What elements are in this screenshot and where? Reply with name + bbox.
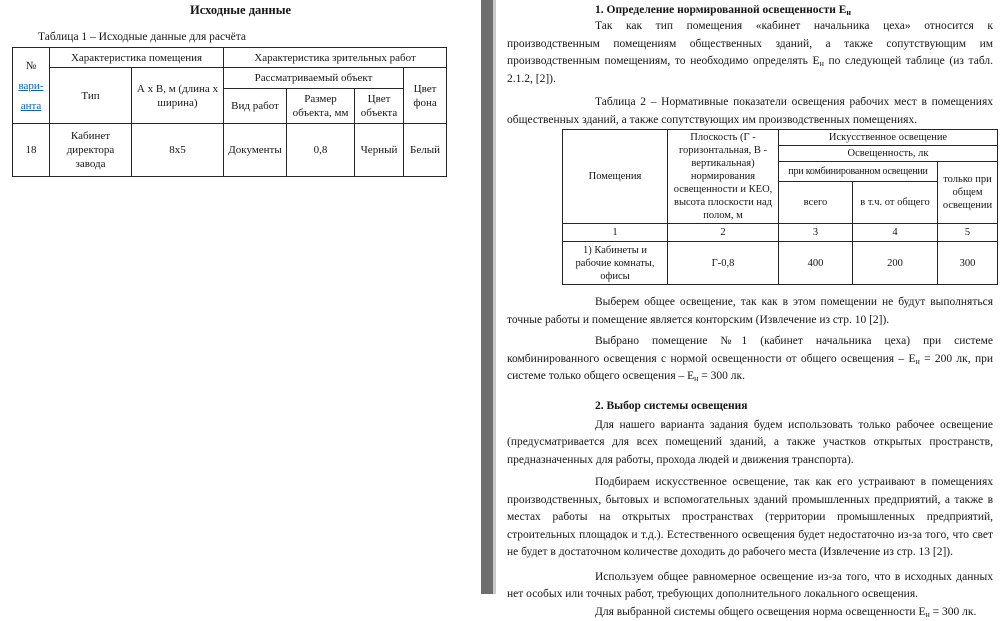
t2-general-only-header: только при общем освещении bbox=[938, 162, 998, 224]
t2-colnum-5: 5 bbox=[938, 224, 998, 242]
t2-total-header: всего bbox=[779, 182, 853, 224]
t2-colnum-4: 4 bbox=[853, 224, 938, 242]
table2-data-row bbox=[563, 242, 998, 285]
t2-plane-header: Плоскость (Г - горизонтальная, В - вертикальная) нормирования освещенности и КЕО, высота плоскости над полом, м bbox=[668, 130, 779, 224]
variant-link-line2[interactable]: анта bbox=[21, 100, 42, 112]
variant-number-symbol: № bbox=[26, 60, 37, 72]
table2 bbox=[562, 129, 998, 285]
right-page bbox=[496, 0, 1000, 594]
text-segment: = 200 лк, при системе только общего освещения – Е bbox=[507, 353, 993, 383]
text-segment: по следующей таблице (из табл. 2.1.2, [2]). bbox=[507, 55, 993, 85]
t1-cell-obj-color: Черный bbox=[355, 124, 404, 177]
section2-heading: 2. Выбор системы освещения bbox=[507, 398, 993, 414]
t2-from-general-header: в т.ч. от общего bbox=[853, 182, 938, 224]
table1 bbox=[12, 47, 447, 177]
t1-bg-color-header: Цвет фона bbox=[404, 68, 447, 124]
t1-obj-color-header: Цвет объекта bbox=[355, 89, 404, 124]
paragraph-working-light: Для нашего варианта задания будем использовать только рабочее освещение (предусматривается для всех помещений зданий, а также участков открытых пространств, предназначенных для работы, прохода людей и движения транспорта). bbox=[507, 417, 993, 470]
t1-object-group-header: Рассматриваемый объект bbox=[224, 68, 404, 89]
t2-illuminance-group-header: Освещенность, лк bbox=[779, 146, 998, 162]
text-segment: 1. Определение нормированной освещенности Е bbox=[595, 4, 846, 16]
t2-combined-group-header: при комбинированном освещении bbox=[779, 162, 938, 182]
t2-colnum-1: 1 bbox=[563, 224, 668, 242]
t2-colnum-2: 2 bbox=[668, 224, 779, 242]
subscript-n: н bbox=[915, 357, 919, 366]
table2-caption: Таблица 2 – Нормативные показатели освещения рабочих мест в помещениях общественных зданий, а также сопутствующих им производственных помещениях. bbox=[507, 94, 993, 129]
text-segment: Для выбранной системы общего освещения норма освещенности Е bbox=[595, 606, 925, 618]
table2-number-row bbox=[563, 224, 998, 242]
t2-cell-plane: Г-0,8 bbox=[668, 242, 779, 285]
t2-colnum-3: 3 bbox=[779, 224, 853, 242]
text-segment: Так как тип помещения «кабинет начальника цеха» относится к производственным помещениям общественных зданий, а также сопутствующим им производственным помещениям, то необходимо определять Е bbox=[507, 20, 993, 67]
paragraph-final-norm bbox=[507, 604, 993, 621]
t1-cell-dimensions: 8х5 bbox=[132, 124, 224, 177]
t1-visual-group-header: Характеристика зрительных работ bbox=[224, 48, 447, 68]
paragraph-chosen-room bbox=[507, 333, 993, 386]
t1-work-kind-header: Вид работ bbox=[224, 89, 287, 124]
t2-cell-rooms: 1) Кабинеты и рабочие комнаты, офисы bbox=[563, 242, 668, 285]
t1-cell-bg-color: Белый bbox=[404, 124, 447, 177]
t1-room-group-header: Характеристика помещения bbox=[50, 48, 224, 68]
t2-rooms-header: Помещения bbox=[563, 130, 668, 224]
text-segment: = 300 лк. bbox=[698, 370, 745, 382]
t2-cell-from-general: 200 bbox=[853, 242, 938, 285]
t1-cell-variant: 18 bbox=[13, 124, 50, 177]
t1-dimensions-header: А х В, м (длина х ширина) bbox=[132, 68, 224, 124]
variant-link-line1[interactable]: вари- bbox=[19, 80, 44, 92]
text-segment: Выбрано помещение №1 (кабинет начальника цеха) при системе комбинированного освещения с нормой освещенности от общего освещения – Е bbox=[507, 335, 993, 365]
t1-cell-type: Кабинет директора завода bbox=[50, 124, 132, 177]
t1-variant-header bbox=[13, 48, 50, 124]
t1-cell-work: Документы bbox=[224, 124, 287, 177]
subscript-n: н bbox=[820, 59, 824, 68]
t2-cell-total: 400 bbox=[779, 242, 853, 285]
t1-cell-size: 0,8 bbox=[287, 124, 355, 177]
table1-data-row bbox=[13, 124, 447, 177]
t1-obj-size-header: Размер объекта, мм bbox=[287, 89, 355, 124]
page-divider bbox=[481, 0, 496, 594]
table1-caption: Таблица 1 – Исходные данные для расчёта bbox=[38, 30, 481, 44]
t2-cell-general-only: 300 bbox=[938, 242, 998, 285]
paragraph-choose-general: Выберем общее освещение, так как в этом помещении не будут выполняться точные работы и помещение является конторским (Извлечение из стр. 10 [2]). bbox=[507, 294, 993, 329]
t2-artificial-group-header: Искусственное освещение bbox=[779, 130, 998, 146]
page-title: Исходные данные bbox=[12, 3, 469, 18]
left-page bbox=[0, 0, 481, 594]
paragraph-uniform-light: Используем общее равномерное освещение из-за того, что в исходных данных нет особых или точных работ, требующих дополнительного локального освещения. bbox=[507, 569, 993, 604]
subscript-n: н bbox=[925, 610, 929, 619]
subscript-n: н bbox=[694, 374, 698, 383]
paragraph-artificial-light: Подбираем искусственное освещение, так как его устраивают в помещениях производственных, бытовых и вспомогательных зданий промышленных предприятий, а также в местах работы на открытых пространствах (территории промышленных предприятий, строительных площадок и т.д.). Естественного освещения будет недостаточно из-за того, что свет не будет в достаточном количестве доходить до рабочего места (Извлечение из стр. 13 [2]). bbox=[507, 474, 993, 562]
t1-type-header: Тип bbox=[50, 68, 132, 124]
paragraph-normative bbox=[507, 18, 993, 88]
text-segment: = 300 лк. bbox=[930, 606, 977, 618]
subscript-n: н bbox=[846, 8, 851, 17]
section1-heading bbox=[507, 2, 993, 18]
